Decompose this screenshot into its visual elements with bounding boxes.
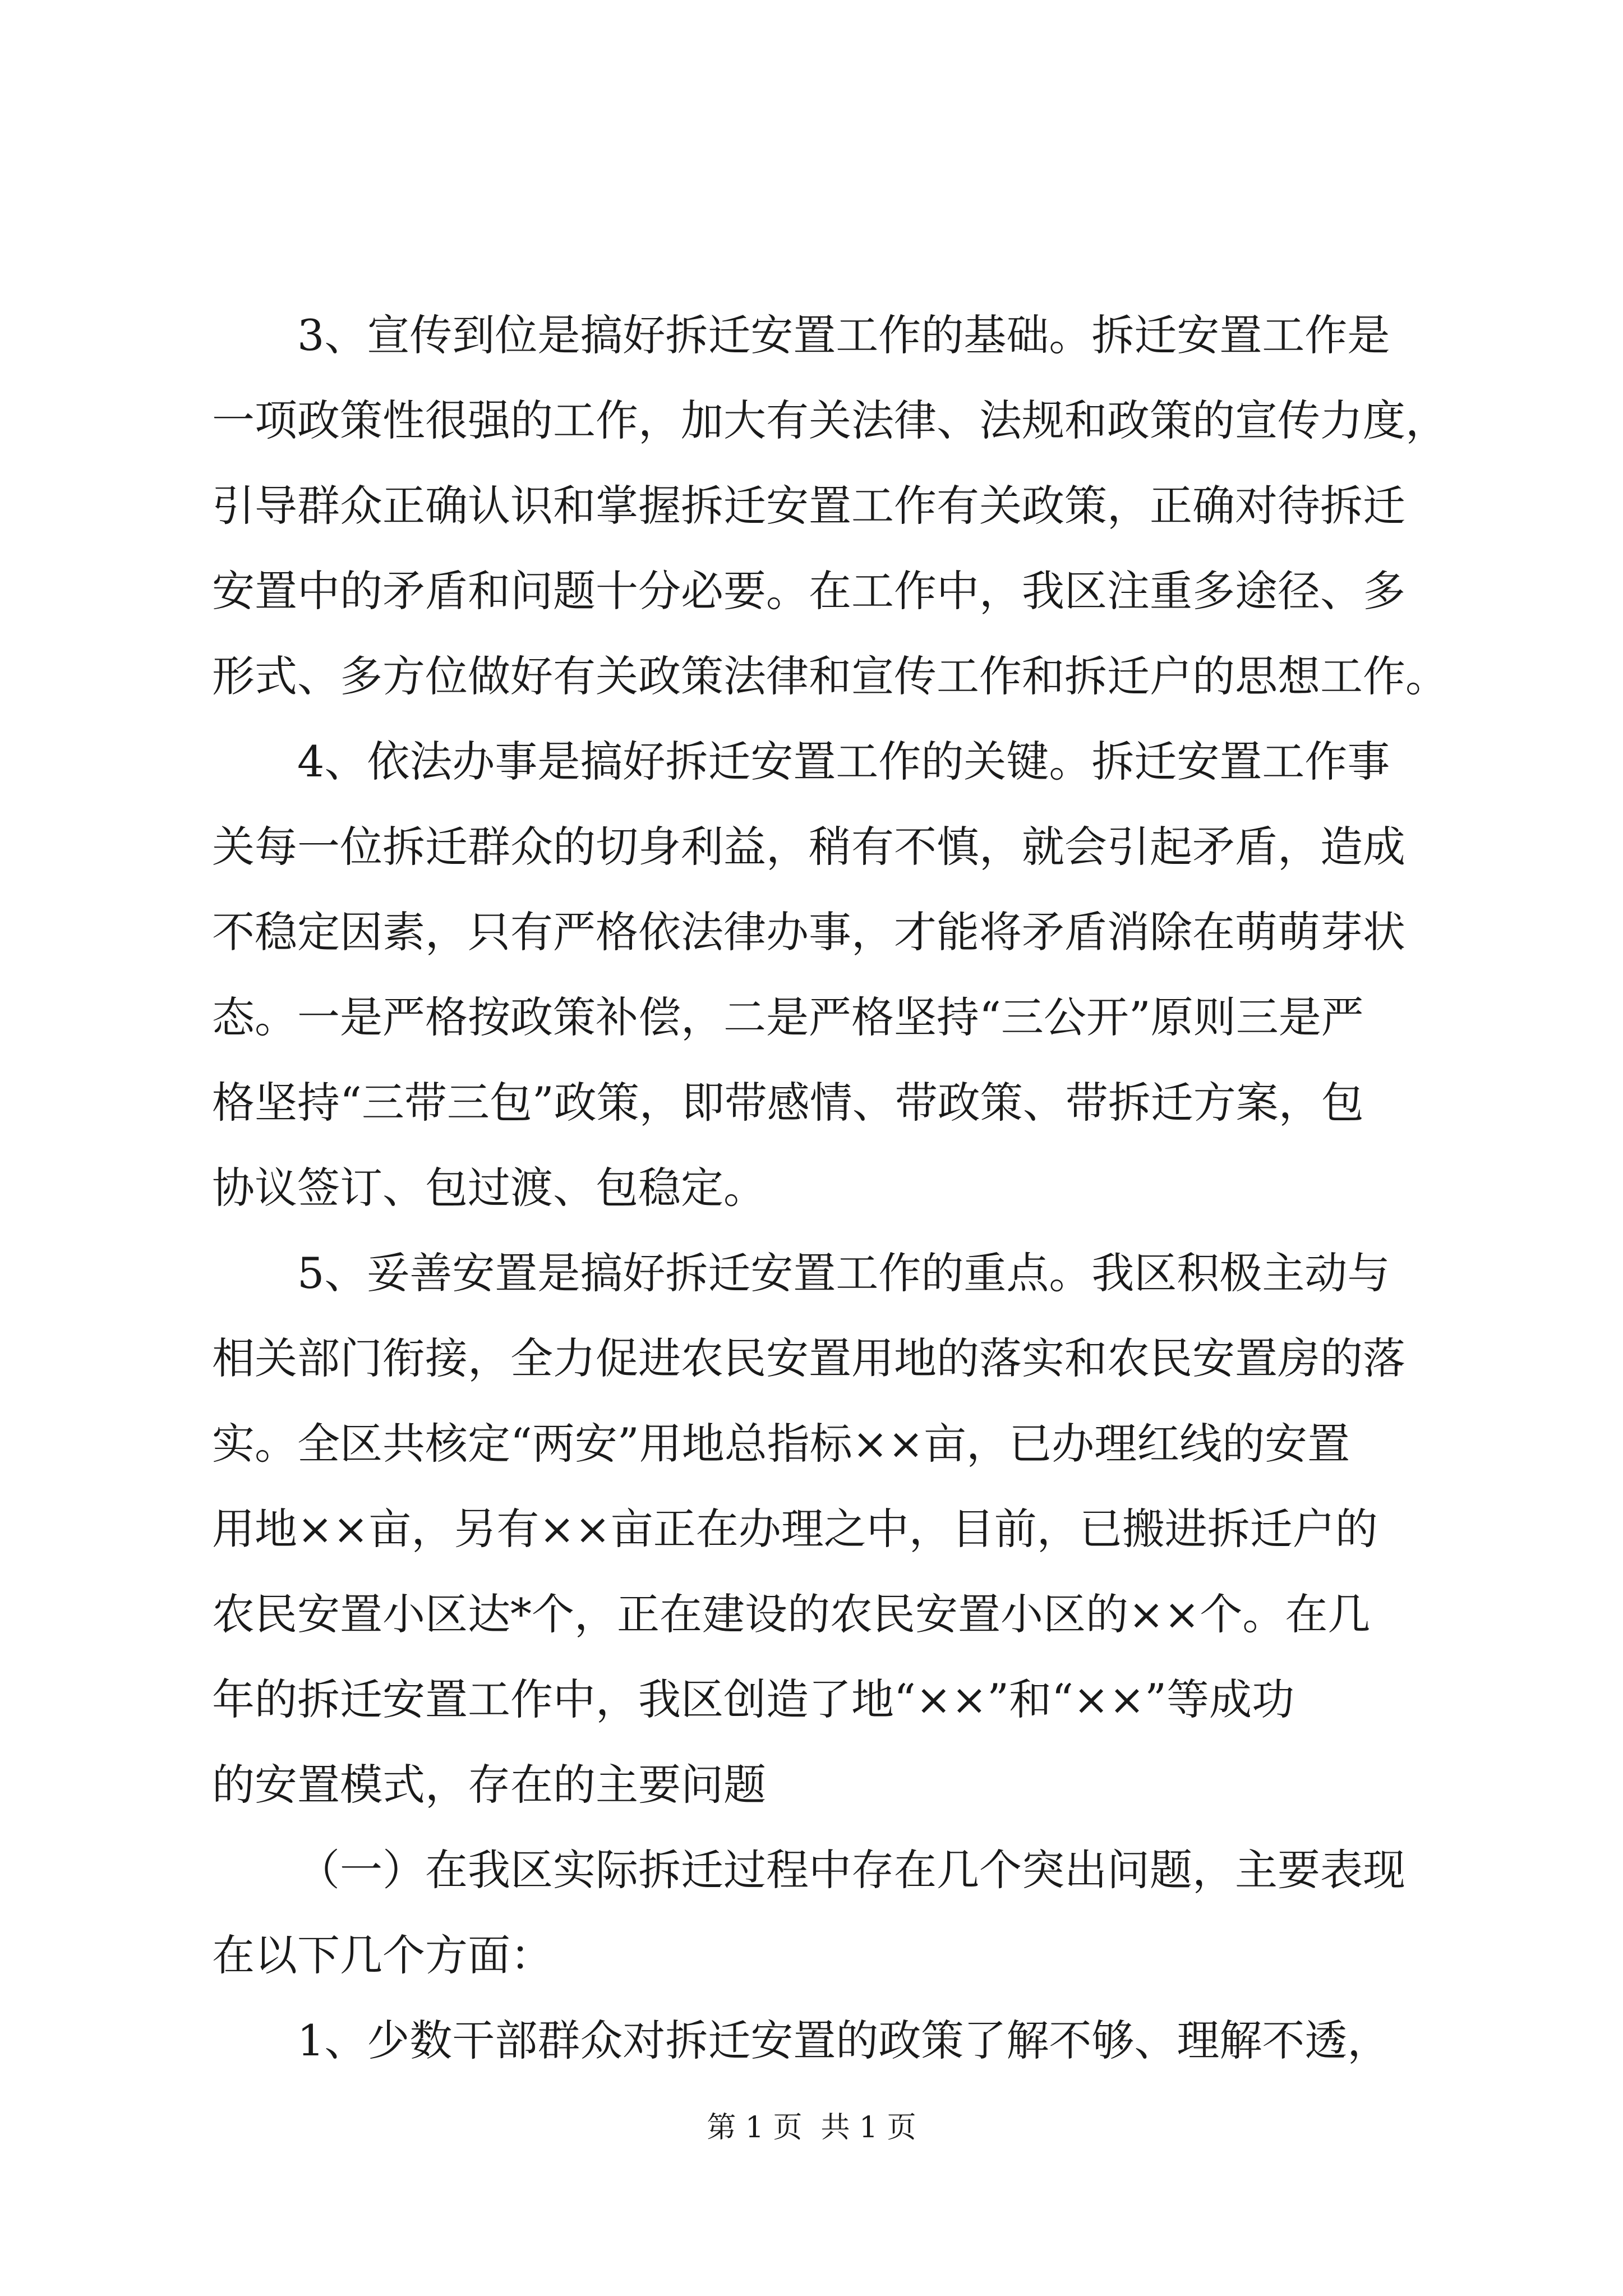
- text-line: 态。一是严格按政策补偿，二是严格坚持“三公开”原则三是严: [212, 992, 1364, 1042]
- text-line: 协议签订、包过渡、包稳定。: [212, 1163, 766, 1213]
- page-footer: 第 1 页 共 1 页: [707, 2111, 916, 2145]
- text-line: 实。全区共核定“两安”用地总指标××亩，已办理红线的安置: [212, 1419, 1350, 1469]
- text-line: 关每一位拆迁群众的切身利益，稍有不慎，就会引起矛盾，造成: [212, 822, 1405, 872]
- text-line: （一）在我区实际拆迁过程中存在几个突出问题，主要表现: [297, 1845, 1405, 1895]
- text-line: 格坚持“三带三包”政策，即带感情、带政策、带拆迁方案，包: [212, 1078, 1364, 1128]
- text-line: 安置中的矛盾和问题十分必要。在工作中，我区注重多途径、多: [212, 566, 1405, 616]
- text-line: 引导群众正确认识和掌握拆迁安置工作有关政策，正确对待拆迁: [212, 481, 1405, 531]
- text-line: 农民安置小区达*个，正在建设的农民安置小区的××个。在几: [212, 1589, 1371, 1639]
- text-line: 相关部门衔接，全力促进农民安置用地的落实和农民安置房的落: [212, 1333, 1405, 1383]
- text-line: 一项政策性很强的工作，加大有关法律、法规和政策的宣传力度，: [212, 395, 1448, 445]
- text-line: 年的拆迁安置工作中，我区创造了地“××”和“××”等成功: [212, 1674, 1295, 1724]
- text-line: 用地××亩，另有××亩正在办理之中，目前，已搬进拆迁户的: [212, 1504, 1378, 1554]
- text-line: 1、少数干部群众对拆迁安置的政策了解不够、理解不透，: [297, 2016, 1390, 2065]
- text-line: 在以下几个方面：: [212, 1930, 553, 1980]
- text-line: 不稳定因素，只有严格依法律办事，才能将矛盾消除在萌萌芽状: [212, 907, 1405, 957]
- text-line: 4、依法办事是搞好拆迁安置工作的关键。拆迁安置工作事: [297, 737, 1390, 786]
- text-line: 形式、多方位做好有关政策法律和宣传工作和拆迁户的思想工作。: [212, 651, 1448, 701]
- text-line: 3、宣传到位是搞好拆迁安置工作的基础。拆迁安置工作是: [297, 310, 1390, 360]
- text-line: 5、妥善安置是搞好拆迁安置工作的重点。我区积极主动与: [297, 1248, 1390, 1298]
- text-line: 的安置模式，存在的主要问题: [212, 1760, 766, 1810]
